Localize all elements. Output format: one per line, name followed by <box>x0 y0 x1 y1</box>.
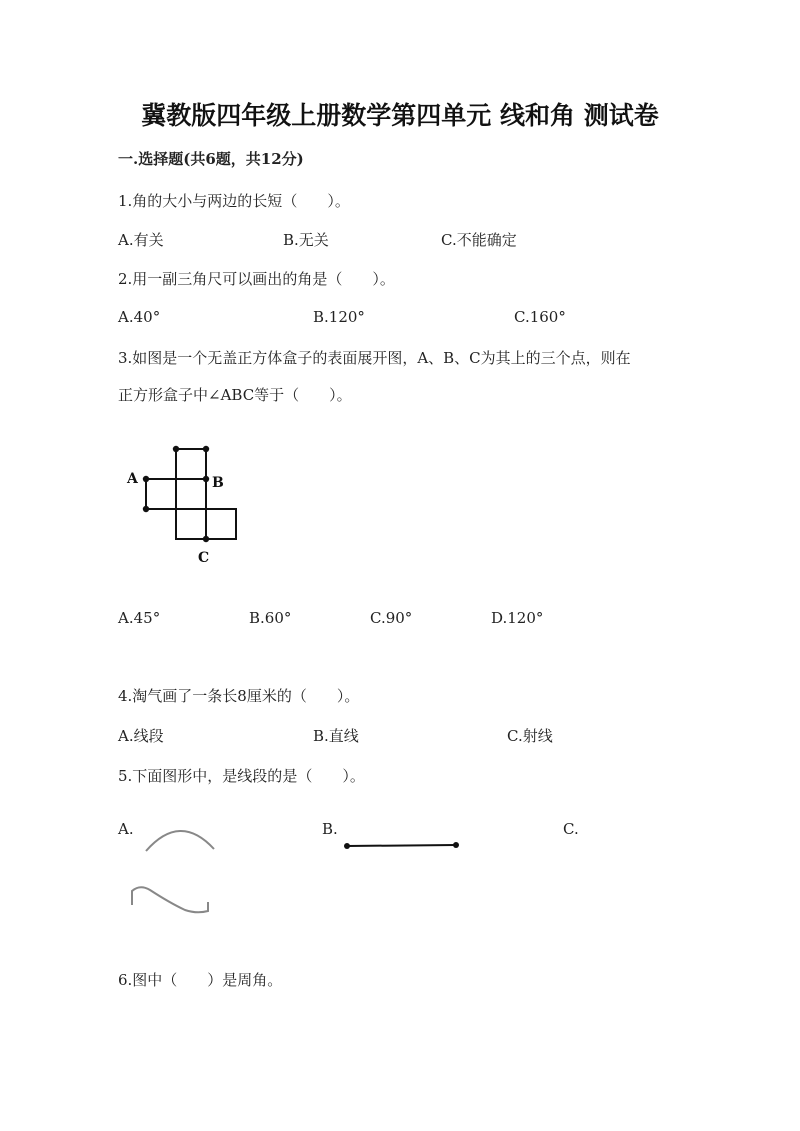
q2-option-b: B.120° <box>313 308 365 326</box>
line-segment <box>347 845 456 846</box>
question-1-stem: 1.角的大小与两边的长短（ ）。 <box>118 192 350 210</box>
q3-option-d: D.120° <box>491 609 544 627</box>
q1-option-b: B.无关 <box>283 231 329 249</box>
question-5-stem: 5.下面图形中，是线段的是（ ）。 <box>118 767 365 785</box>
question-3-stem-line-1: 3.如图是一个无盖正方体盒子的表面展开图，A、B、C为其上的三个点，则在 <box>118 349 631 367</box>
q4-option-b: B.直线 <box>313 727 359 745</box>
q5-option-c: C. <box>563 820 579 838</box>
question-6-stem: 6.图中（ ）是周角。 <box>118 971 283 989</box>
q5-option-b: B. <box>322 820 338 838</box>
q3-option-c: C.90° <box>370 609 413 627</box>
curve-arc <box>146 831 214 851</box>
q1-option-c: C.不能确定 <box>441 231 517 249</box>
q3-option-b: B.60° <box>249 609 292 627</box>
page-title: 冀教版四年级上册数学第四单元 线和角 测试卷 <box>141 101 659 130</box>
q5-option-a: A. <box>118 820 134 838</box>
q2-option-a: A.40° <box>118 308 161 326</box>
q3-option-a: A.45° <box>118 609 161 627</box>
question-3-stem-line-2: 正方形盒子中∠ABC等于（ ）。 <box>118 386 352 404</box>
segment-endpoint <box>453 842 459 848</box>
q4-option-a: A.线段 <box>118 727 164 745</box>
label-b: B <box>212 475 224 491</box>
section-heading: 一.选择题(共6题，共12分) <box>118 150 304 168</box>
segment-endpoint <box>344 843 350 849</box>
q1-option-a: A.有关 <box>118 231 164 249</box>
q4-option-c: C.射线 <box>507 727 553 745</box>
question-2-stem: 2.用一副三角尺可以画出的角是（ ）。 <box>118 270 395 288</box>
label-c: C <box>198 550 210 566</box>
label-a: A <box>127 471 138 487</box>
q2-option-c: C.160° <box>514 308 566 326</box>
question-4-stem: 4.淘气画了一条长8厘米的（ ）。 <box>118 687 360 705</box>
wavy-curve <box>132 887 208 912</box>
